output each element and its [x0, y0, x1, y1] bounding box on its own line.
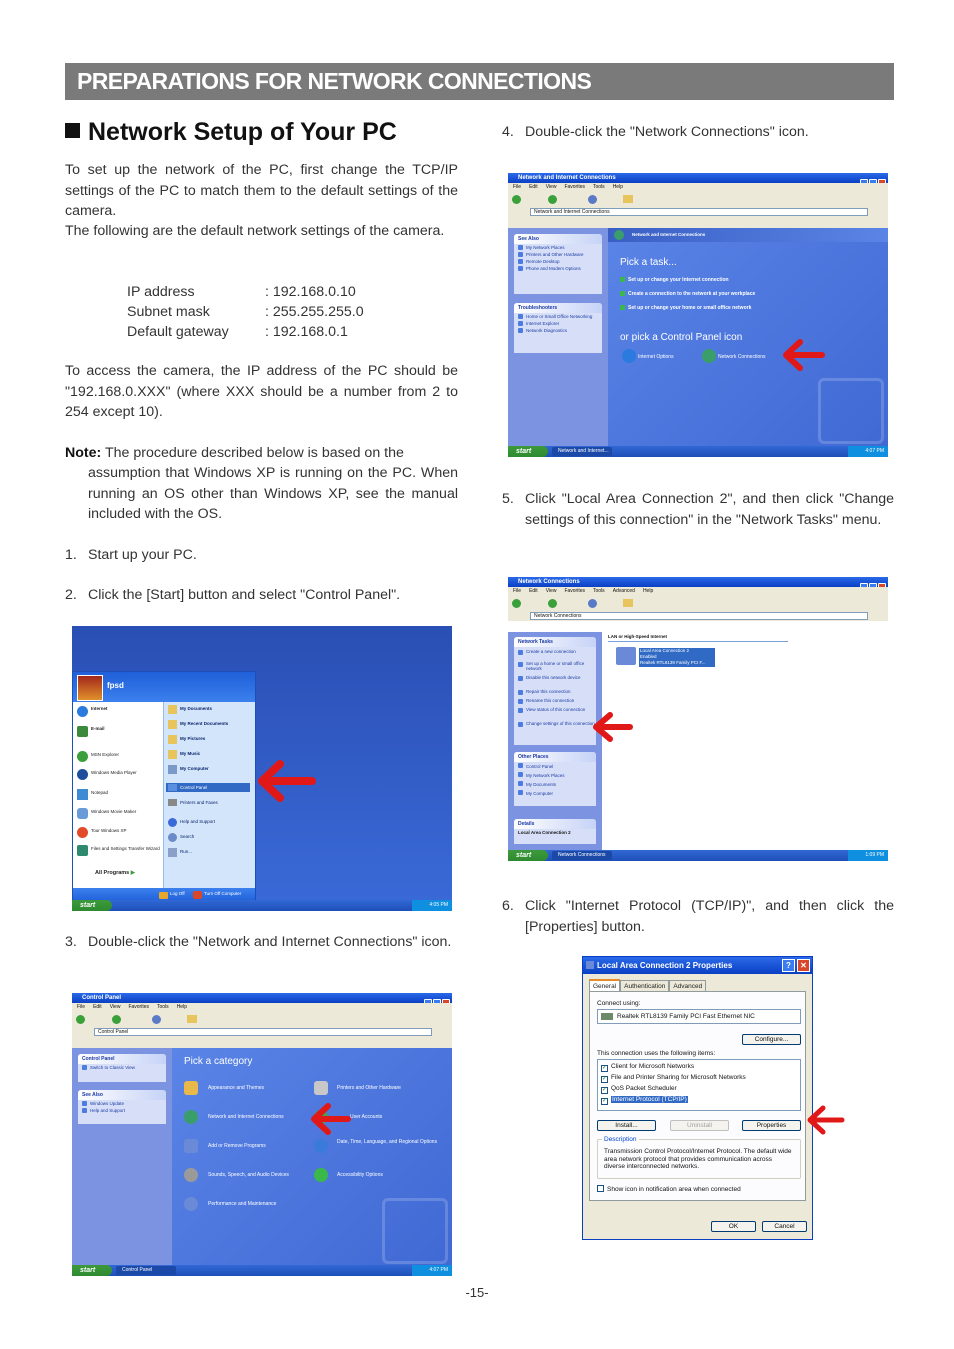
- page-title: [65, 118, 397, 147]
- panel-title: Details: [514, 819, 596, 829]
- tab-panel: [589, 991, 806, 1201]
- msn-icon: [77, 751, 88, 762]
- setting-value: : 192.168.0.10: [265, 284, 356, 300]
- start-left-column: [73, 702, 163, 888]
- control-panel-screenshot: [72, 993, 452, 1276]
- adapter-field: [597, 1009, 801, 1024]
- help-icon: [168, 818, 177, 827]
- start-item-tour[interactable]: Tour Windows XP: [91, 828, 127, 833]
- lan-connection-icon: [616, 647, 636, 665]
- panel-title: Control Panel: [78, 1054, 166, 1064]
- start-item-help[interactable]: Help and Support: [180, 819, 216, 824]
- menu-file[interactable]: File: [513, 184, 522, 190]
- step-6: [502, 896, 894, 938]
- category-area: [172, 1048, 452, 1265]
- table-row: [127, 322, 364, 342]
- checkbox[interactable]: ✓: [602, 1065, 608, 1071]
- start-item-my-music[interactable]: My Music: [180, 751, 201, 756]
- note-text-1: The procedure described below is based on the: [104, 445, 404, 461]
- start-item-my-computer[interactable]: My Computer: [180, 766, 209, 771]
- switch-classic-view-link[interactable]: Switch to Classic View: [78, 1064, 166, 1071]
- start-item-printers[interactable]: Printers and Faxes: [180, 800, 218, 805]
- address-input[interactable]: Network and Internet Connections: [530, 208, 868, 216]
- network-connections-item[interactable]: Network Connections: [718, 354, 766, 360]
- start-menu: [72, 671, 256, 903]
- panel-link[interactable]: Network Diagnostics: [514, 327, 602, 334]
- configure-button[interactable]: Configure...: [742, 1034, 801, 1045]
- logoff-button[interactable]: Log Off: [170, 891, 185, 896]
- details-connection-name: Local Area Connection 2: [518, 830, 571, 835]
- start-button[interactable]: start: [72, 900, 112, 911]
- printer-icon: [314, 1081, 328, 1095]
- back-icon[interactable]: [512, 195, 521, 204]
- printer-icon: [168, 799, 177, 806]
- title-bar: [72, 993, 452, 1003]
- show-icon-label: Show icon in notification area when connected: [607, 1186, 741, 1193]
- step-number: 6.: [502, 898, 514, 914]
- menu-view[interactable]: View: [545, 184, 557, 190]
- network-connections-icon: [702, 349, 716, 363]
- menu-tools[interactable]: Tools: [593, 184, 605, 190]
- address-bar: [508, 207, 888, 217]
- red-arrow-icon: [778, 337, 826, 373]
- clock: 4:05 PM: [412, 900, 452, 911]
- start-item-search[interactable]: Search: [180, 834, 195, 839]
- panel-link[interactable]: My Network Places: [514, 771, 596, 780]
- pick-category-heading: Pick a category: [184, 1056, 253, 1067]
- category-add-remove[interactable]: Add or Remove Programs: [208, 1143, 266, 1149]
- start-button[interactable]: start: [508, 850, 548, 861]
- search-icon: [168, 833, 177, 842]
- divider: [608, 641, 788, 642]
- back-icon[interactable]: [512, 599, 521, 608]
- clock: 1:09 PM: [848, 850, 888, 861]
- access-paragraph: To access the camera, the IP address of the PC should be "192.168.0.XXX" (where XXX should be a number from 2 to 254 except 10).: [65, 363, 458, 420]
- category-accessibility[interactable]: Accessibility Options: [337, 1172, 383, 1178]
- arrow-bullet-icon: [620, 305, 625, 310]
- start-item-my-documents[interactable]: My Documents: [180, 706, 213, 711]
- folders-icon[interactable]: [623, 599, 633, 607]
- red-arrow-icon: [804, 1104, 846, 1136]
- menu-favorites[interactable]: Favorites: [564, 184, 585, 190]
- start-item-transfer-wizard[interactable]: Files and Settings Transfer Wizard: [91, 846, 160, 851]
- menu-edit[interactable]: Edit: [529, 184, 538, 190]
- menu-bar: [508, 183, 888, 191]
- wizard-icon: [77, 845, 88, 856]
- setting-value: : 255.255.255.0: [265, 304, 364, 320]
- step-5: [502, 489, 894, 551]
- selected-connection[interactable]: [639, 648, 715, 667]
- menu-advanced[interactable]: Advanced: [612, 588, 635, 594]
- step-number: 4.: [502, 124, 514, 140]
- turn-off-button[interactable]: Turn Off Computer: [204, 891, 242, 896]
- outlook-icon: [77, 726, 88, 737]
- ok-button[interactable]: OK: [711, 1221, 756, 1232]
- checkbox[interactable]: ✓: [602, 1098, 608, 1104]
- help-support-link[interactable]: Help and Support: [78, 1107, 166, 1114]
- menu-edit[interactable]: Edit: [93, 1004, 102, 1010]
- menu-favorites[interactable]: Favorites: [128, 1004, 149, 1010]
- arrow-bullet-icon: [620, 277, 625, 282]
- folder-icon: [168, 735, 177, 744]
- setting-label: Default gateway: [127, 324, 229, 340]
- step-text: Double-click the "Network Connections" icon.: [525, 124, 809, 140]
- taskbar: [72, 1265, 452, 1276]
- dialog-title-bar: [583, 957, 812, 974]
- panel-link[interactable]: Internet Explorer: [514, 320, 602, 327]
- toolbar: [508, 191, 888, 208]
- internet-options-item[interactable]: Internet Options: [638, 354, 674, 360]
- menu-view[interactable]: View: [545, 588, 557, 594]
- start-item-my-pictures[interactable]: My Pictures: [180, 736, 206, 741]
- list-item[interactable]: [601, 1073, 746, 1083]
- search-icon[interactable]: [152, 1015, 161, 1024]
- folders-icon[interactable]: [623, 195, 633, 203]
- panel-link[interactable]: Printers and Other Hardware: [514, 251, 602, 258]
- address-input[interactable]: Control Panel: [94, 1028, 432, 1036]
- control-panel-box: [78, 1054, 166, 1082]
- menu-view[interactable]: View: [109, 1004, 121, 1010]
- content-area: [608, 228, 888, 446]
- window-title: Network and Internet Connections: [518, 175, 616, 181]
- checkbox[interactable]: ✓: [602, 1076, 608, 1082]
- task-link-workplace[interactable]: Create a connection to the network at your workplace: [628, 291, 756, 297]
- step-number: 1.: [65, 547, 77, 563]
- media-player-icon: [77, 769, 88, 780]
- all-programs-label: All Programs: [95, 870, 130, 876]
- red-arrow-icon: [588, 710, 634, 744]
- red-arrow-icon: [306, 1101, 352, 1137]
- arrow-bullet-icon: [620, 291, 625, 296]
- sounds-icon: [184, 1168, 198, 1182]
- troubleshooters-box: [514, 303, 602, 353]
- menu-bar: [508, 587, 888, 595]
- tab-advanced[interactable]: Advanced: [669, 980, 706, 993]
- forward-icon[interactable]: [112, 1015, 121, 1024]
- components-list: [597, 1059, 801, 1111]
- panel-link[interactable]: My Documents: [514, 780, 596, 789]
- section-title: PREPARATIONS FOR NETWORK CONNECTIONS: [77, 68, 592, 94]
- folders-icon[interactable]: [187, 1015, 197, 1023]
- folder-icon: [168, 750, 177, 759]
- network-tasks-box: [514, 637, 596, 745]
- connect-using-label: Connect using:: [597, 1000, 641, 1007]
- task-view-status[interactable]: View status of this connection: [514, 707, 596, 721]
- network-icon: [586, 961, 594, 969]
- window-controls: [859, 174, 886, 182]
- category-printers[interactable]: Printers and Other Hardware: [337, 1085, 401, 1091]
- connection-status: Enabled: [640, 654, 657, 659]
- task-disable-device[interactable]: Disable this network device: [514, 675, 596, 689]
- menu-edit[interactable]: Edit: [529, 588, 538, 594]
- adapter-name: Realtek RTL8139 Family PCI Fast Ethernet NIC: [617, 1013, 755, 1020]
- step-2: [65, 585, 458, 605]
- start-item-movie-maker[interactable]: Windows Movie Maker: [91, 809, 137, 814]
- run-icon: [168, 848, 177, 857]
- properties-dialog: [582, 956, 813, 1240]
- uses-label: This connection uses the following items:: [597, 1050, 716, 1057]
- menu-help[interactable]: Help: [612, 184, 623, 190]
- category-user-accounts[interactable]: User Accounts: [350, 1114, 383, 1120]
- note-text-2: assumption that Windows XP is running on the PC. When running an OS other than Windows XP, see the manual included with the OS.: [88, 465, 458, 522]
- menu-help[interactable]: Help: [176, 1004, 187, 1010]
- dialog-title: Local Area Connection 2 Properties: [597, 961, 733, 970]
- step-number: 2.: [65, 587, 77, 603]
- start-item-recent-documents[interactable]: My Recent Documents: [180, 721, 229, 726]
- window-title: Network Connections: [518, 579, 580, 585]
- power-icon: [193, 891, 202, 899]
- folder-icon: [168, 720, 177, 729]
- step-text: Double-click the "Network and Internet Connections" icon.: [88, 934, 452, 950]
- forward-icon[interactable]: [548, 195, 557, 204]
- square-bullet-icon: [65, 123, 80, 138]
- table-row: [127, 282, 364, 302]
- start-item-notepad[interactable]: Notepad: [91, 790, 109, 795]
- panel-link[interactable]: Phone and Modem Options: [514, 265, 602, 272]
- task-repair[interactable]: Repair this connection: [514, 689, 596, 698]
- address-bar: [72, 1027, 452, 1037]
- menu-favorites[interactable]: Favorites: [564, 588, 585, 594]
- cancel-button[interactable]: Cancel: [762, 1221, 807, 1232]
- internet-options-icon: [622, 349, 636, 363]
- page-title-text: Network Setup of Your PC: [88, 118, 397, 146]
- folder-icon: [168, 705, 177, 714]
- close-icon[interactable]: ✕: [797, 959, 810, 972]
- properties-button[interactable]: Properties: [742, 1120, 801, 1131]
- default-settings-table: [127, 282, 364, 342]
- notepad-icon: [77, 789, 88, 800]
- description-label: Description: [604, 1136, 637, 1143]
- windows-update-link[interactable]: Windows Update: [78, 1100, 166, 1107]
- setting-label: IP address: [127, 284, 195, 300]
- toolbar: [72, 1011, 452, 1028]
- tour-icon: [77, 827, 88, 838]
- task-rename[interactable]: Rename this connection: [514, 698, 596, 707]
- step-number: 5.: [502, 491, 514, 507]
- pick-task-heading: Pick a task...: [620, 257, 677, 268]
- menu-help[interactable]: Help: [642, 588, 654, 594]
- list-item[interactable]: [601, 1084, 677, 1094]
- address-input[interactable]: Network Connections: [530, 612, 868, 620]
- see-also-box: [78, 1090, 166, 1124]
- tab-authentication[interactable]: Authentication: [620, 980, 669, 993]
- connection-name: Local Area Connection 2: [640, 648, 690, 653]
- banner-title: Network and Internet Connections: [632, 232, 706, 237]
- computer-icon: [168, 765, 177, 774]
- start-menu-header: [73, 672, 255, 702]
- start-item-internet[interactable]: Internet: [91, 706, 108, 711]
- description-text: Transmission Control Protocol/Internet Protocol. The default wide area network protocol that provides communication across diverse interconnected networks.: [604, 1148, 792, 1170]
- network-globe-icon: [614, 230, 624, 240]
- list-item[interactable]: [601, 1062, 694, 1072]
- table-row: [127, 302, 364, 322]
- date-time-icon: [314, 1139, 328, 1153]
- task-pane: [508, 228, 608, 446]
- taskbar: [72, 900, 452, 911]
- taskbar-item[interactable]: Control Panel: [116, 1266, 176, 1275]
- toolbar: [508, 595, 888, 612]
- network-internet-screenshot: [508, 173, 888, 457]
- control-panel-icon: [168, 784, 177, 791]
- item-label: Client for Microsoft Networks: [611, 1063, 695, 1070]
- watermark-checkmark-icon: [818, 378, 884, 444]
- start-item-control-panel[interactable]: Control Panel: [180, 785, 208, 790]
- menu-bar: [72, 1003, 452, 1011]
- window-title: Control Panel: [82, 995, 122, 1001]
- panel-link[interactable]: My Computer: [514, 789, 596, 798]
- start-item-email[interactable]: E-mail: [91, 726, 105, 731]
- task-pane: [72, 1048, 172, 1265]
- intro-paragraph-2: The following are the default network settings of the camera.: [65, 223, 445, 239]
- menu-file[interactable]: File: [513, 588, 522, 594]
- start-item-media-player[interactable]: Windows Media Player: [91, 770, 137, 775]
- setting-value: : 192.168.0.1: [265, 324, 348, 340]
- intro-paragraph-1: To set up the network of the PC, first change the TCP/IP settings of the PC to match them to the default settings of the camera.: [65, 162, 458, 219]
- address-bar: [508, 611, 888, 621]
- install-button[interactable]: Install...: [597, 1120, 656, 1131]
- uninstall-button[interactable]: Uninstall: [670, 1120, 729, 1131]
- window-controls: [423, 994, 450, 1002]
- section-header: [65, 63, 894, 100]
- tab-strip: [589, 979, 706, 991]
- taskbar: [508, 446, 888, 457]
- step-text: Click "Local Area Connection 2", and then click "Change settings of this connection" in the "Network Tasks" menu.: [525, 491, 894, 528]
- arrow-right-icon: ▶: [130, 870, 135, 876]
- task-create-connection[interactable]: Create a new connection: [514, 649, 596, 661]
- start-button[interactable]: start: [508, 446, 548, 457]
- watermark-checkmark-icon: [382, 1198, 448, 1264]
- clock: 4:07 PM: [412, 1265, 452, 1276]
- panel-link[interactable]: My Network Places: [514, 244, 602, 251]
- step-4: [502, 122, 894, 142]
- accessibility-icon: [314, 1168, 328, 1182]
- show-icon-option[interactable]: [597, 1185, 741, 1194]
- category-performance[interactable]: Performance and Maintenance: [208, 1201, 277, 1207]
- setting-label: Subnet mask: [127, 304, 210, 320]
- details-box: [514, 819, 596, 844]
- appearance-icon: [184, 1081, 198, 1095]
- menu-tools[interactable]: Tools: [157, 1004, 169, 1010]
- title-bar: [508, 577, 888, 587]
- see-also-box: [514, 234, 602, 294]
- panel-title: See Also: [514, 234, 602, 244]
- control-panel-highlight: [166, 783, 250, 792]
- other-places-box: [514, 752, 596, 806]
- list-item[interactable]: [601, 1095, 688, 1105]
- user-avatar: [77, 675, 103, 701]
- help-icon[interactable]: ?: [782, 959, 795, 972]
- start-item-msn[interactable]: MSN Explorer: [91, 752, 120, 757]
- internet-explorer-icon: [77, 706, 88, 717]
- connection-adapter: Realtek RTL8139 Family PCI F...: [640, 660, 706, 665]
- banner: [608, 228, 888, 242]
- logoff-icon: [159, 892, 168, 899]
- menu-file[interactable]: File: [77, 1004, 86, 1010]
- network-globe-icon: [184, 1110, 198, 1124]
- menu-tools[interactable]: Tools: [593, 588, 605, 594]
- panel-link[interactable]: Remote Desktop: [514, 258, 602, 265]
- movie-maker-icon: [77, 808, 88, 819]
- task-home-network[interactable]: Set up a home or small office network: [514, 661, 596, 675]
- back-icon[interactable]: [76, 1015, 85, 1024]
- network-connections-screenshot: [508, 577, 888, 861]
- item-label: File and Printer Sharing for Microsoft Networks: [611, 1074, 746, 1081]
- taskbar-item[interactable]: Network Connections: [552, 851, 612, 860]
- category-sounds[interactable]: Sounds, Speech, and Audio Devices: [208, 1172, 289, 1178]
- start-right-column: [163, 702, 255, 888]
- panel-title: Troubleshooters: [514, 303, 602, 313]
- item-label-selected: Internet Protocol (TCP/IP): [612, 1096, 687, 1103]
- all-programs[interactable]: [95, 870, 135, 876]
- red-arrow-icon: [252, 758, 316, 804]
- window-controls: [859, 578, 886, 586]
- start-button[interactable]: start: [72, 1265, 112, 1276]
- panel-title: Other Places: [514, 752, 596, 762]
- checkbox[interactable]: [597, 1185, 604, 1192]
- category-appearance[interactable]: Appearance and Themes: [208, 1085, 265, 1091]
- category-date-time[interactable]: Date, Time, Language, and Regional Options: [337, 1139, 438, 1145]
- group-heading: LAN or High-Speed Internet: [608, 634, 668, 639]
- panel-title: Network Tasks: [514, 637, 596, 647]
- step-text: Click "Internet Protocol (TCP/IP)", and then click the [Properties] button.: [525, 898, 894, 935]
- search-icon[interactable]: [588, 195, 597, 204]
- search-icon[interactable]: [588, 599, 597, 608]
- taskbar-item[interactable]: Network and Internet...: [552, 447, 612, 456]
- taskbar: [508, 850, 888, 861]
- category-network-internet[interactable]: Network and Internet Connections: [208, 1114, 284, 1120]
- clock: 4:07 PM: [848, 446, 888, 457]
- network-card-icon: [601, 1013, 613, 1020]
- page-number: -15-: [465, 1285, 489, 1300]
- task-link-home-network[interactable]: Set up or change your home or small office network: [628, 305, 752, 311]
- note-label: Note:: [65, 445, 102, 461]
- step-number: 3.: [65, 934, 77, 950]
- panel-title: See Also: [78, 1090, 166, 1100]
- user-name: fpsd: [107, 681, 124, 690]
- step-text: Click the [Start] button and select "Control Panel".: [88, 587, 401, 603]
- panel-link[interactable]: Control Panel: [514, 762, 596, 771]
- start-item-run[interactable]: Run...: [180, 849, 193, 854]
- task-link-internet[interactable]: Set up or change your Internet connection: [628, 277, 729, 283]
- task-change-settings[interactable]: Change settings of this connection: [514, 721, 596, 733]
- add-remove-icon: [184, 1139, 198, 1153]
- description-group: [597, 1136, 801, 1179]
- step-text: Start up your PC.: [88, 547, 197, 563]
- step-1: [65, 545, 458, 565]
- panel-link[interactable]: Home or Small Office Networking: [514, 313, 602, 320]
- start-menu-screenshot: [72, 626, 452, 911]
- title-bar: [508, 173, 888, 183]
- note-line-1: [65, 443, 458, 464]
- item-label: QoS Packet Scheduler: [611, 1085, 677, 1092]
- checkbox[interactable]: ✓: [602, 1087, 608, 1093]
- pick-icon-heading: or pick a Control Panel icon: [620, 332, 743, 343]
- performance-icon: [184, 1197, 198, 1211]
- step-3: [65, 932, 458, 974]
- forward-icon[interactable]: [548, 599, 557, 608]
- tab-general[interactable]: General: [589, 979, 620, 993]
